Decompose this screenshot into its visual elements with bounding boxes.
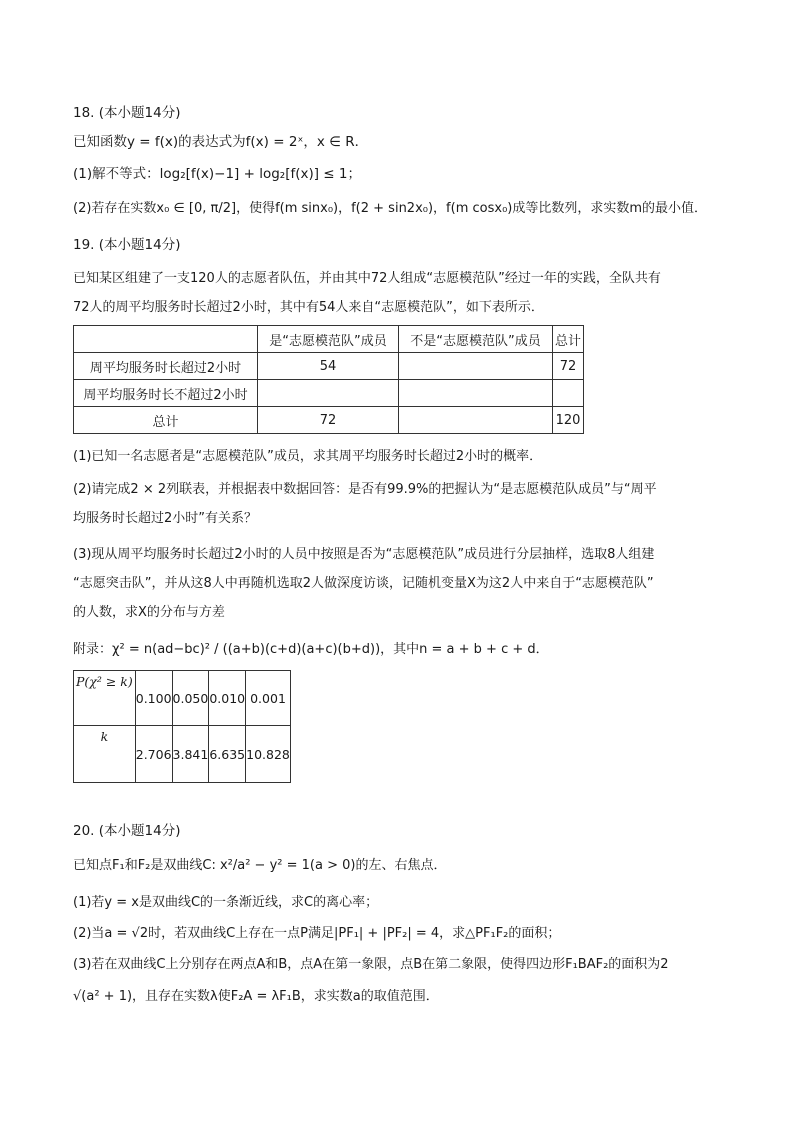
q19-part1: (1)已知一名志愿者是“志愿模范队”成员，求其周平均服务时长超过2小时的概率． — [73, 449, 543, 464]
table-cell: 0.001 — [246, 671, 291, 726]
table-cell — [258, 380, 399, 407]
q20-part1: (1)若y = x是双曲线C的一条渐近线，求C的离心率； — [73, 895, 379, 910]
table-cell: 0.100 — [135, 671, 172, 726]
table-cell: 72 — [553, 353, 584, 380]
q20-header: 20. (本小题14分) — [73, 823, 181, 839]
chi-square-table — [73, 670, 291, 783]
table-cell: 周平均服务时长超过2小时 — [74, 353, 258, 380]
q19-appendix-formula: 附录：χ² = n(ad−bc)² / ((a+b)(c+d)(a+c)(b+d))，其中n = a + b + c + d． — [73, 642, 549, 657]
table-cell: 72 — [258, 407, 399, 434]
table-cell — [553, 380, 584, 407]
table-header-cell — [74, 326, 258, 353]
table-cell — [399, 353, 553, 380]
table-header-cell: 总计 — [553, 326, 584, 353]
table-cell: 0.050 — [172, 671, 209, 726]
q19-stem-line2: 72人的周平均服务时长超过2小时，其中有54人来自“志愿模范队”，如下表所示． — [73, 300, 544, 315]
q18-part2: (2)若存在实数x₀ ∈ [0, π/2]，使得f(m sinx₀)，f(2 + sin2x₀)，f(m cosx₀)成等比数列，求实数m的最小值． — [73, 201, 708, 216]
table-row — [74, 726, 291, 783]
table-row — [74, 380, 584, 407]
table-cell: k — [74, 726, 136, 783]
q19-stem-line1: 已知某区组建了一支120人的志愿者队伍，并由其中72人组成“志愿模范队”经过一年的实践，全队共有 — [73, 271, 661, 286]
q20-part3-line1: (3)若在双曲线C上分别存在两点A和B，点A在第一象限，点B在第二象限，使得四边形F₁BAF₂的面积为2 — [73, 957, 669, 972]
table-row — [74, 353, 584, 380]
q18-part1: (1)解不等式：log₂[f(x)−1] + log₂[f(x)] ≤ 1； — [73, 166, 362, 182]
table-cell: 2.706 — [135, 726, 172, 783]
table-cell: 6.635 — [209, 726, 246, 783]
table-cell: 总计 — [74, 407, 258, 434]
q19-part2-line2: 均服务时长超过2小时”有关系？ — [73, 511, 258, 526]
table-header-cell: 不是“志愿模范队”成员 — [399, 326, 553, 353]
table-cell: 0.010 — [209, 671, 246, 726]
q19-header: 19. (本小题14分) — [73, 237, 181, 253]
table-cell — [399, 407, 553, 434]
table-header-row — [74, 326, 584, 353]
table-cell: P(χ² ≥ k) — [74, 671, 136, 726]
q19-part2-line1: (2)请完成2 × 2列联表，并根据表中数据回答：是否有99.9%的把握认为“是志愿模范队成员”与“周平 — [73, 482, 657, 497]
table-cell — [399, 380, 553, 407]
table-cell: 3.841 — [172, 726, 209, 783]
table-cell: 54 — [258, 353, 399, 380]
table-cell: 周平均服务时长不超过2小时 — [74, 380, 258, 407]
contingency-table — [73, 325, 584, 434]
q20-part2: (2)当a = √2时，若双曲线C上存在一点P满足|PF₁| + |PF₂| = 4，求△PF₁F₂的面积； — [73, 926, 561, 941]
table-header-cell: 是“志愿模范队”成员 — [258, 326, 399, 353]
table-cell: 120 — [553, 407, 584, 434]
q19-part3-line1: (3)现从周平均服务时长超过2小时的人员中按照是否为“志愿模范队”成员进行分层抽样，选取8人组建 — [73, 547, 655, 562]
table-row — [74, 671, 291, 726]
table-cell: 10.828 — [246, 726, 291, 783]
q20-stem: 已知点F₁和F₂是双曲线C: x²/a² − y² = 1(a > 0)的左、右焦点． — [73, 858, 447, 873]
q19-part3-line3: 的人数，求X的分布与方差 — [73, 605, 225, 620]
table-row — [74, 407, 584, 434]
q19-part3-line2: “志愿突击队”，并从这8人中再随机选取2人做深度访谈，记随机变量X为这2人中来自于“志愿模范队” — [73, 576, 654, 591]
q18-header: 18. (本小题14分) — [73, 105, 181, 121]
q20-part3-line2: √(a² + 1)，且存在实数λ使F₂A = λF₁B，求实数a的取值范围． — [73, 989, 439, 1004]
q18-stem: 已知函数y = f(x)的表达式为f(x) = 2ˣ，x ∈ R． — [73, 134, 369, 150]
